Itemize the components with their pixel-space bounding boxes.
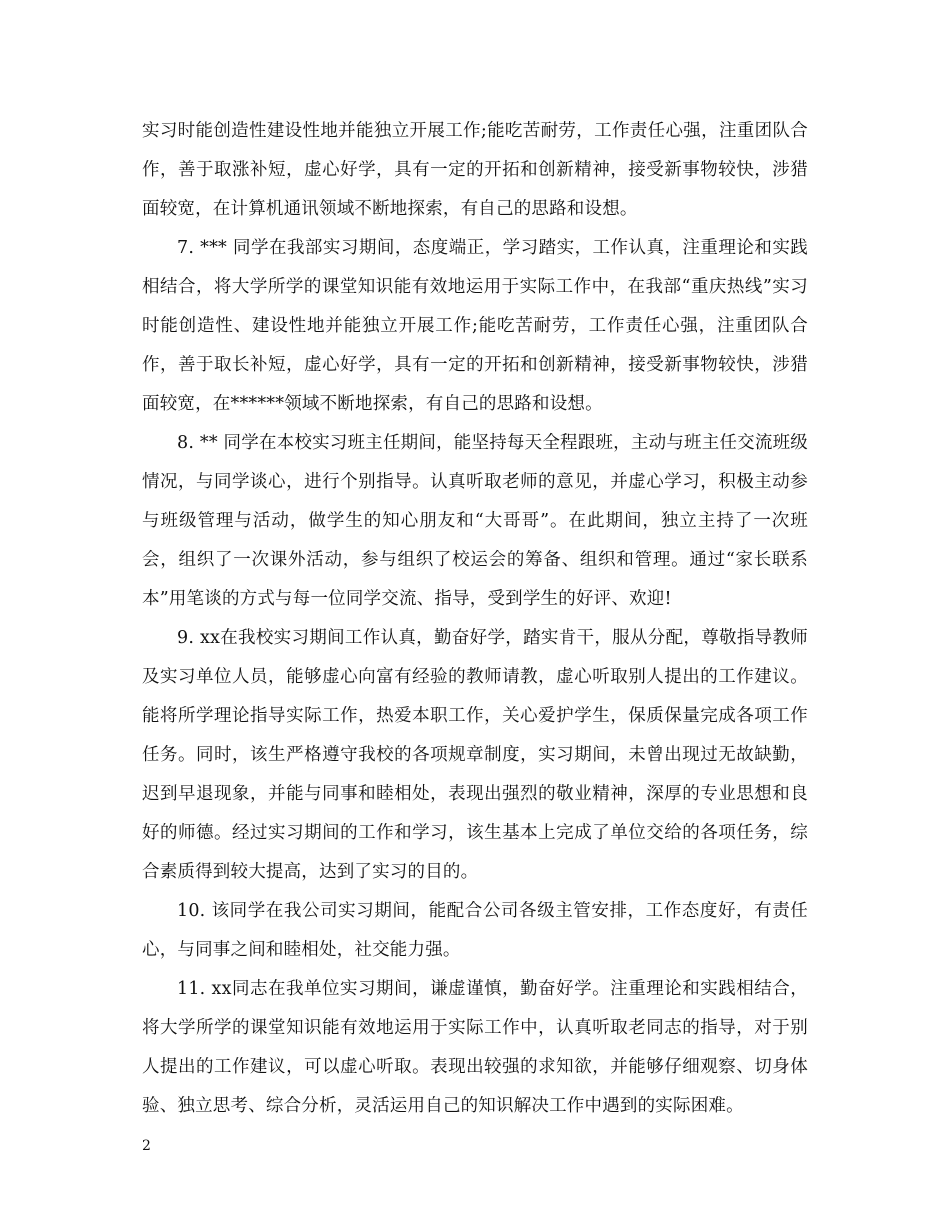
paragraph-item-7: 7. *** 同学在我部实习期间，态度端正，学习踏实，工作认真，注重理论和实践相结合，将大学所学的课堂知识能有效地运用于实际工作中，在我部“重庆热线”实习时能创造性、建设性地并能独立开展工作;能吃苦耐劳，工作责任心强，注重团队合作，善于取长补短，虚心好学，具有一定的开拓和创新精神，接受新事物较快，涉猎面较宽，在******领域不断地探索，有自己的思路和设想。: [142, 238, 808, 414]
paragraph-item-8: 8. ** 同学在本校实习班主任期间，能坚持每天全程跟班，主动与班主任交流班级情况，与同学谈心，进行个别指导。认真听取老师的意见，并虚心学习，积极主动参与班级管理与活动，做学生的知心朋友和“大哥哥”。在此期间，独立主持了一次班会，组织了一次课外活动，参与组织了校运会的筹备、组织和管理。通过“家长联系本”用笔谈的方式与每一位同学交流、指导，受到学生的好评、欢迎!: [142, 433, 808, 609]
paragraph-continued: 实习时能创造性建设性地并能独立开展工作;能吃苦耐劳，工作责任心强，注重团队合作，善于取涨补短，虚心好学，具有一定的开拓和创新精神，接受新事物较快，涉猎面较宽，在计算机通讯领域不断地探索，有自己的思路和设想。: [142, 121, 808, 219]
paragraph-item-9: 9. xx在我校实习期间工作认真，勤奋好学，踏实肯干，服从分配，尊敬指导教师及实习单位人员，能够虚心向富有经验的教师请教，虚心听取别人提出的工作建议。能将所学理论指导实际工作，热爱本职工作，关心爱护学生，保质保量完成各项工作任务。同时，该生严格遵守我校的各项规章制度，实习期间，未曾出现过无故缺勤，迟到早退现象，并能与同事和睦相处，表现出强烈的敬业精神，深厚的专业思想和良好的师德。经过实习期间的工作和学习，该生基本上完成了单位交给的各项任务，综合素质得到较大提高，达到了实习的目的。: [142, 628, 808, 882]
page-number: 2: [142, 1138, 151, 1154]
paragraph-item-10: 10. 该同学在我公司实习期间，能配合公司各级主管安排，工作态度好，有责任心，与同事之间和睦相处，社交能力强。: [142, 901, 808, 960]
paragraph-item-11: 11. xx同志在我单位实习期间，谦虚谨慎，勤奋好学。注重理论和实践相结合，将大学所学的课堂知识能有效地运用于实际工作中，认真听取老同志的指导，对于别人提出的工作建议，可以虚心听取。表现出较强的求知欲，并能够仔细观察、切身体验、独立思考、综合分析，灵活运用自己的知识解决工作中遇到的实际困难。: [142, 979, 808, 1116]
document-body: [142, 112, 808, 1126]
